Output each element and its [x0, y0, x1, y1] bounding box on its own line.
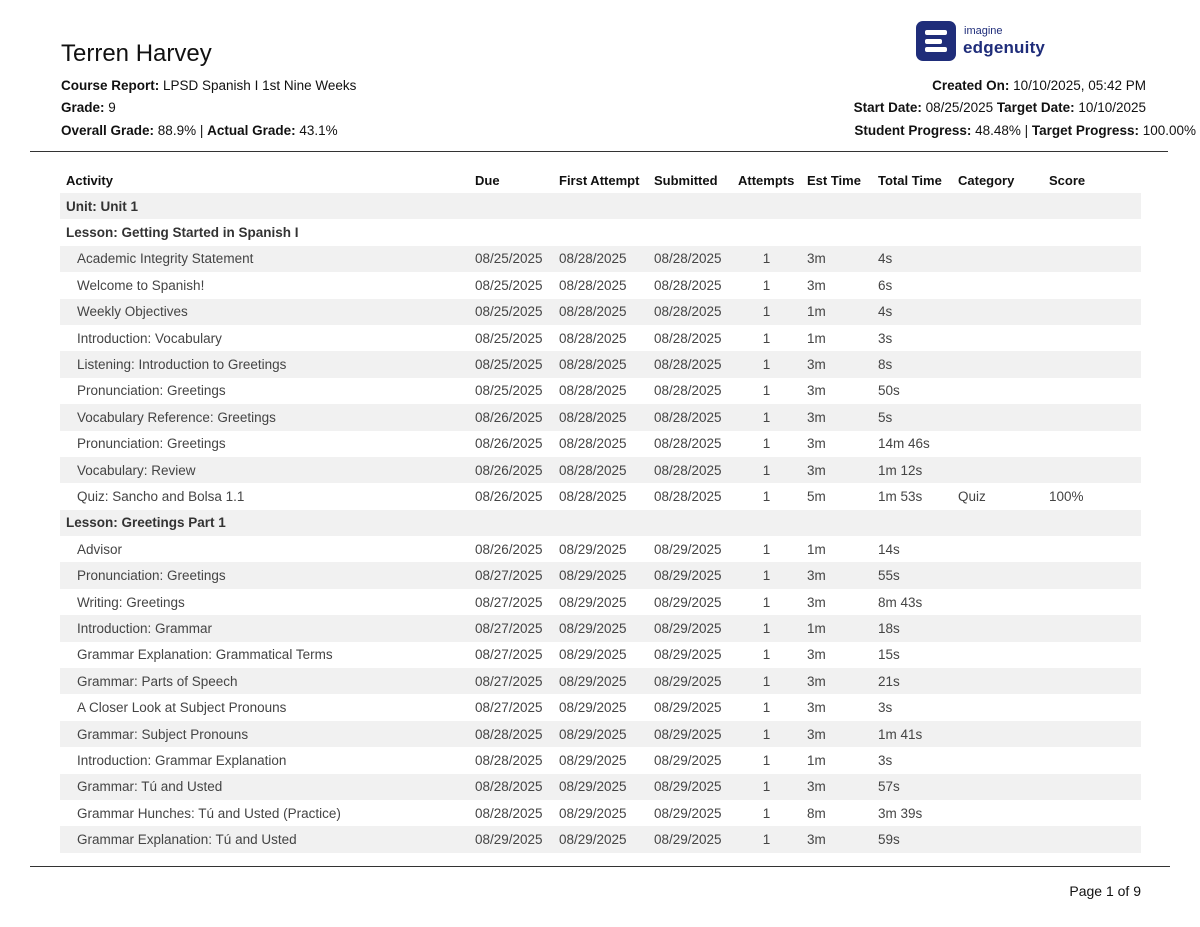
cell-total-time: 3s — [878, 700, 893, 716]
cell-score — [1043, 826, 1141, 852]
cell-attempts: 1 — [762, 436, 771, 452]
table-row — [60, 325, 1141, 351]
cell-submitted: 08/29/2025 — [654, 805, 722, 821]
col-est-time: Est Time — [807, 172, 861, 188]
cell-total-time: 3m 39s — [878, 805, 923, 821]
cell-total-time: 3s — [878, 752, 893, 768]
table-row — [60, 668, 1141, 694]
cell-submitted: 08/28/2025 — [648, 457, 732, 483]
cell-submitted: 08/28/2025 — [654, 330, 722, 346]
cell-submitted: 08/29/2025 — [654, 647, 722, 663]
footer-divider — [30, 866, 1170, 867]
cell-first-attempt: 08/29/2025 — [559, 700, 627, 716]
cell-category — [952, 246, 1043, 272]
cell-total-time: 4s — [872, 299, 952, 325]
cell-activity: Listening: Introduction to Greetings — [60, 351, 469, 377]
cell-due: 08/26/2025 — [469, 404, 553, 430]
cell-submitted: 08/29/2025 — [648, 721, 732, 747]
cell-submitted: 08/29/2025 — [648, 562, 732, 588]
cell-submitted: 08/28/2025 — [648, 404, 732, 430]
cell-activity: Grammar Explanation: Grammatical Terms — [77, 647, 333, 663]
cell-category — [952, 774, 1043, 800]
table-row — [60, 562, 1141, 588]
cell-attempts: 1 — [762, 752, 771, 768]
cell-score — [1043, 457, 1141, 483]
cell-est-time: 3m — [801, 246, 872, 272]
cell-total-time: 8s — [872, 351, 952, 377]
group-label: Lesson: Greetings Part 1 — [60, 510, 1141, 536]
cell-attempts: 1 — [732, 299, 801, 325]
cell-category — [952, 351, 1043, 377]
cell-due: 08/26/2025 — [469, 457, 553, 483]
cell-activity: Introduction: Grammar Explanation — [77, 752, 287, 768]
group-row — [60, 219, 1141, 245]
cell-due: 08/27/2025 — [469, 615, 553, 641]
col-category: Category — [958, 172, 1015, 188]
cell-total-time: 55s — [872, 562, 952, 588]
actual-grade-value: 43.1% — [295, 123, 338, 138]
cell-est-time: 3m — [807, 700, 826, 716]
cell-score — [1043, 351, 1141, 377]
logo-small-text: imagine — [964, 25, 1003, 37]
table-row — [60, 642, 1141, 668]
cell-activity: Grammar: Subject Pronouns — [60, 721, 469, 747]
cell-est-time: 3m — [801, 774, 872, 800]
cell-submitted: 08/29/2025 — [654, 541, 722, 557]
cell-category — [952, 589, 1043, 615]
cell-attempts: 1 — [762, 805, 771, 821]
cell-attempts: 1 — [732, 246, 801, 272]
cell-due: 08/28/2025 — [475, 752, 543, 768]
cell-first-attempt: 08/28/2025 — [553, 246, 648, 272]
cell-first-attempt: 08/29/2025 — [553, 615, 648, 641]
cell-activity: Advisor — [77, 541, 123, 557]
col-activity: Activity — [66, 172, 113, 188]
cell-score — [1043, 615, 1141, 641]
cell-activity: Pronunciation: Greetings — [60, 562, 469, 588]
cell-first-attempt: 08/28/2025 — [553, 299, 648, 325]
student-progress-label: Student Progress: — [854, 123, 972, 138]
cell-est-time: 3m — [807, 277, 826, 293]
cell-est-time: 8m — [807, 805, 826, 821]
cell-activity: Vocabulary Reference: Greetings — [60, 404, 469, 430]
cell-est-time: 3m — [807, 383, 826, 399]
cell-attempts: 1 — [732, 721, 801, 747]
cell-est-time: 3m — [807, 436, 826, 452]
cell-due: 08/28/2025 — [469, 721, 553, 747]
cell-due: 08/27/2025 — [475, 647, 543, 663]
cell-total-time: 3s — [878, 330, 893, 346]
cell-activity: Grammar: Parts of Speech — [60, 668, 469, 694]
course-report-value: LPSD Spanish I 1st Nine Weeks — [159, 78, 357, 93]
cell-due: 08/26/2025 — [475, 436, 543, 452]
cell-first-attempt: 08/28/2025 — [553, 457, 648, 483]
cell-attempts: 1 — [762, 277, 771, 293]
cell-category — [952, 615, 1043, 641]
activity-table — [60, 167, 1141, 853]
grade-value: 9 — [104, 100, 116, 115]
table-header-row — [60, 167, 1141, 193]
cell-activity: Quiz: Sancho and Bolsa 1.1 — [77, 488, 245, 504]
cell-submitted: 08/28/2025 — [654, 277, 722, 293]
cell-est-time: 1m — [807, 541, 826, 557]
table-row — [60, 615, 1141, 641]
cell-category: Quiz — [958, 488, 986, 504]
cell-score — [1043, 800, 1141, 826]
cell-est-time: 3m — [801, 351, 872, 377]
cell-first-attempt: 08/29/2025 — [553, 562, 648, 588]
cell-due: 08/27/2025 — [475, 594, 543, 610]
table-row — [60, 272, 1141, 298]
table-row — [60, 721, 1141, 747]
cell-total-time: 4s — [872, 246, 952, 272]
cell-category — [952, 668, 1043, 694]
cell-first-attempt: 08/29/2025 — [553, 774, 648, 800]
table-row — [60, 351, 1141, 377]
target-date-label: Target Date: — [996, 100, 1075, 115]
student-name: Terren Harvey — [61, 40, 212, 67]
cell-est-time: 3m — [807, 647, 826, 663]
target-date-value: 10/10/2025 — [1074, 100, 1146, 115]
created-on-label: Created On: — [932, 78, 1010, 93]
table-row — [60, 457, 1141, 483]
cell-score: 100% — [1049, 488, 1084, 504]
cell-attempts: 1 — [732, 668, 801, 694]
cell-attempts: 1 — [732, 457, 801, 483]
cell-due: 08/25/2025 — [475, 277, 543, 293]
cell-first-attempt: 08/29/2025 — [559, 805, 627, 821]
dates-line — [854, 100, 1146, 115]
cell-category — [952, 404, 1043, 430]
cell-first-attempt: 08/29/2025 — [553, 826, 648, 852]
cell-category — [952, 721, 1043, 747]
cell-total-time: 14s — [878, 541, 900, 557]
cell-due: 08/28/2025 — [469, 774, 553, 800]
cell-due: 08/25/2025 — [475, 330, 543, 346]
cell-category — [952, 826, 1043, 852]
cell-category — [952, 562, 1043, 588]
actual-grade-label: Actual Grade: — [207, 123, 296, 138]
cell-due: 08/27/2025 — [469, 668, 553, 694]
cell-submitted: 08/28/2025 — [654, 383, 722, 399]
cell-submitted: 08/28/2025 — [648, 246, 732, 272]
cell-attempts: 1 — [732, 774, 801, 800]
cell-first-attempt: 08/29/2025 — [559, 647, 627, 663]
table-row — [60, 826, 1141, 852]
cell-est-time: 1m — [801, 299, 872, 325]
cell-score — [1043, 694, 1141, 720]
cell-activity: Introduction: Vocabulary — [77, 330, 222, 346]
cell-score — [1043, 668, 1141, 694]
cell-est-time: 3m — [807, 594, 826, 610]
table-row — [60, 536, 1141, 562]
cell-attempts: 1 — [732, 826, 801, 852]
table-row — [60, 483, 1141, 509]
cell-submitted: 08/28/2025 — [654, 436, 722, 452]
cell-category — [952, 747, 1043, 773]
cell-category — [952, 378, 1043, 404]
col-submitted: Submitted — [654, 172, 718, 188]
start-date-value: 08/25/2025 — [921, 100, 997, 115]
cell-est-time: 3m — [801, 562, 872, 588]
table-row — [60, 378, 1141, 404]
cell-submitted: 08/29/2025 — [648, 615, 732, 641]
col-total-time: Total Time — [878, 172, 942, 188]
cell-est-time: 5m — [807, 488, 826, 504]
cell-score — [1043, 404, 1141, 430]
cell-first-attempt: 08/28/2025 — [553, 404, 648, 430]
cell-score — [1043, 642, 1141, 668]
cell-activity: Pronunciation: Greetings — [77, 436, 226, 452]
course-report-label: Course Report: — [61, 78, 160, 93]
cell-activity: Welcome to Spanish! — [77, 277, 205, 293]
cell-due: 08/27/2025 — [469, 562, 553, 588]
cell-first-attempt: 08/29/2025 — [553, 668, 648, 694]
cell-due: 08/26/2025 — [475, 541, 543, 557]
table-row — [60, 246, 1141, 272]
cell-submitted: 08/29/2025 — [648, 774, 732, 800]
cell-attempts: 1 — [762, 541, 771, 557]
cell-est-time: 3m — [801, 404, 872, 430]
cell-score — [1043, 378, 1141, 404]
cell-est-time: 3m — [801, 721, 872, 747]
cell-due: 08/25/2025 — [469, 299, 553, 325]
cell-due: 08/25/2025 — [469, 351, 553, 377]
page-number: Page 1 of 9 — [1069, 883, 1141, 899]
cell-score — [1043, 272, 1141, 298]
cell-category — [952, 536, 1043, 562]
student-progress-value: 48.48% | — [971, 123, 1032, 138]
cell-attempts: 1 — [762, 488, 771, 504]
target-progress-label: Target Progress: — [1031, 123, 1139, 138]
col-due: Due — [475, 172, 500, 188]
cell-submitted: 08/29/2025 — [648, 826, 732, 852]
col-score: Score — [1049, 172, 1086, 188]
cell-total-time: 14m 46s — [878, 436, 930, 452]
cell-attempts: 1 — [762, 594, 771, 610]
cell-total-time: 8m 43s — [878, 594, 923, 610]
cell-activity: Introduction: Grammar — [60, 615, 469, 641]
cell-total-time: 1m 41s — [872, 721, 952, 747]
cell-activity: Vocabulary: Review — [60, 457, 469, 483]
overall-grade-value: 88.9% | — [154, 123, 208, 138]
cell-attempts: 1 — [762, 700, 771, 716]
cell-score — [1043, 536, 1141, 562]
cell-activity: Writing: Greetings — [77, 594, 185, 610]
overall-grade-label: Overall Grade: — [61, 123, 155, 138]
table-row — [60, 774, 1141, 800]
cell-score — [1043, 246, 1141, 272]
cell-total-time: 1m 12s — [872, 457, 952, 483]
cell-est-time: 3m — [801, 457, 872, 483]
table-row — [60, 747, 1141, 773]
header-divider — [30, 151, 1168, 152]
table-body — [60, 193, 1141, 853]
cell-first-attempt: 08/28/2025 — [553, 351, 648, 377]
course-report-line — [61, 78, 356, 93]
cell-category — [952, 431, 1043, 457]
cell-submitted: 08/29/2025 — [654, 700, 722, 716]
table-row — [60, 404, 1141, 430]
cell-score — [1043, 431, 1141, 457]
table-row — [60, 800, 1141, 826]
table-row — [60, 694, 1141, 720]
cell-due: 08/25/2025 — [475, 383, 543, 399]
cell-est-time: 1m — [807, 752, 826, 768]
cell-activity: Grammar: Tú and Usted — [60, 774, 469, 800]
cell-total-time: 57s — [872, 774, 952, 800]
cell-category — [952, 325, 1043, 351]
group-row — [60, 510, 1141, 536]
cell-score — [1043, 589, 1141, 615]
cell-first-attempt: 08/28/2025 — [559, 436, 627, 452]
logo-big-text: edgenuity — [963, 38, 1046, 57]
grade-label: Grade: — [61, 100, 105, 115]
edgenuity-logo — [916, 21, 1056, 63]
cell-first-attempt: 08/28/2025 — [559, 277, 627, 293]
cell-score — [1043, 721, 1141, 747]
cell-score — [1043, 299, 1141, 325]
cell-activity: Academic Integrity Statement — [60, 246, 469, 272]
cell-category — [952, 299, 1043, 325]
cell-activity: Weekly Objectives — [60, 299, 469, 325]
table-row — [60, 431, 1141, 457]
cell-attempts: 1 — [732, 562, 801, 588]
cell-total-time: 59s — [872, 826, 952, 852]
cell-category — [952, 457, 1043, 483]
cell-score — [1043, 325, 1141, 351]
cell-total-time: 18s — [872, 615, 952, 641]
created-on-value: 10/10/2025, 05:42 PM — [1009, 78, 1146, 93]
cell-first-attempt: 08/28/2025 — [559, 330, 627, 346]
cell-submitted: 08/29/2025 — [654, 594, 722, 610]
cell-category — [952, 272, 1043, 298]
cell-first-attempt: 08/28/2025 — [559, 383, 627, 399]
cell-first-attempt: 08/29/2025 — [559, 594, 627, 610]
col-attempts: Attempts — [738, 172, 795, 188]
cell-first-attempt: 08/29/2025 — [559, 752, 627, 768]
cell-total-time: 1m 53s — [878, 488, 923, 504]
cell-score — [1043, 774, 1141, 800]
cell-first-attempt: 08/29/2025 — [553, 721, 648, 747]
cell-attempts: 1 — [762, 383, 771, 399]
cell-submitted: 08/29/2025 — [648, 668, 732, 694]
cell-category — [952, 800, 1043, 826]
cell-score — [1043, 747, 1141, 773]
cell-est-time: 1m — [801, 615, 872, 641]
cell-submitted: 08/28/2025 — [648, 351, 732, 377]
cell-attempts: 1 — [732, 615, 801, 641]
cell-total-time: 6s — [878, 277, 893, 293]
logo-mark-icon — [916, 21, 956, 61]
cell-attempts: 1 — [732, 404, 801, 430]
cell-submitted: 08/28/2025 — [648, 299, 732, 325]
grade-line — [61, 100, 116, 115]
cell-due: 08/29/2025 — [469, 826, 553, 852]
overall-grade-line — [61, 123, 338, 138]
cell-attempts: 1 — [732, 351, 801, 377]
cell-first-attempt: 08/29/2025 — [559, 541, 627, 557]
cell-total-time: 21s — [872, 668, 952, 694]
col-first-attempt: First Attempt — [559, 172, 640, 188]
cell-est-time: 1m — [807, 330, 826, 346]
group-label: Lesson: Getting Started in Spanish I — [66, 225, 299, 241]
table-row — [60, 299, 1141, 325]
progress-line — [854, 123, 1196, 138]
cell-attempts: 1 — [762, 647, 771, 663]
cell-total-time: 5s — [872, 404, 952, 430]
cell-submitted: 08/29/2025 — [654, 752, 722, 768]
cell-due: 08/28/2025 — [475, 805, 543, 821]
start-date-label: Start Date: — [853, 100, 922, 115]
group-label: Unit: Unit 1 — [60, 193, 1141, 219]
cell-score — [1043, 562, 1141, 588]
cell-due: 08/27/2025 — [475, 700, 543, 716]
cell-activity: A Closer Look at Subject Pronouns — [77, 700, 287, 716]
cell-activity: Grammar Explanation: Tú and Usted — [60, 826, 469, 852]
table-row — [60, 589, 1141, 615]
cell-activity: Pronunciation: Greetings — [77, 383, 226, 399]
cell-category — [952, 694, 1043, 720]
cell-category — [952, 642, 1043, 668]
cell-due: 08/26/2025 — [475, 488, 543, 504]
cell-total-time: 15s — [878, 647, 900, 663]
cell-submitted: 08/28/2025 — [654, 488, 722, 504]
created-on-line — [932, 78, 1146, 93]
cell-est-time: 3m — [801, 668, 872, 694]
cell-total-time: 50s — [878, 383, 900, 399]
group-row — [60, 193, 1141, 219]
cell-activity: Grammar Hunches: Tú and Usted (Practice) — [77, 805, 341, 821]
cell-first-attempt: 08/28/2025 — [559, 488, 627, 504]
cell-due: 08/25/2025 — [469, 246, 553, 272]
cell-est-time: 3m — [801, 826, 872, 852]
cell-attempts: 1 — [762, 330, 771, 346]
target-progress-value: 100.00% — [1138, 123, 1196, 138]
